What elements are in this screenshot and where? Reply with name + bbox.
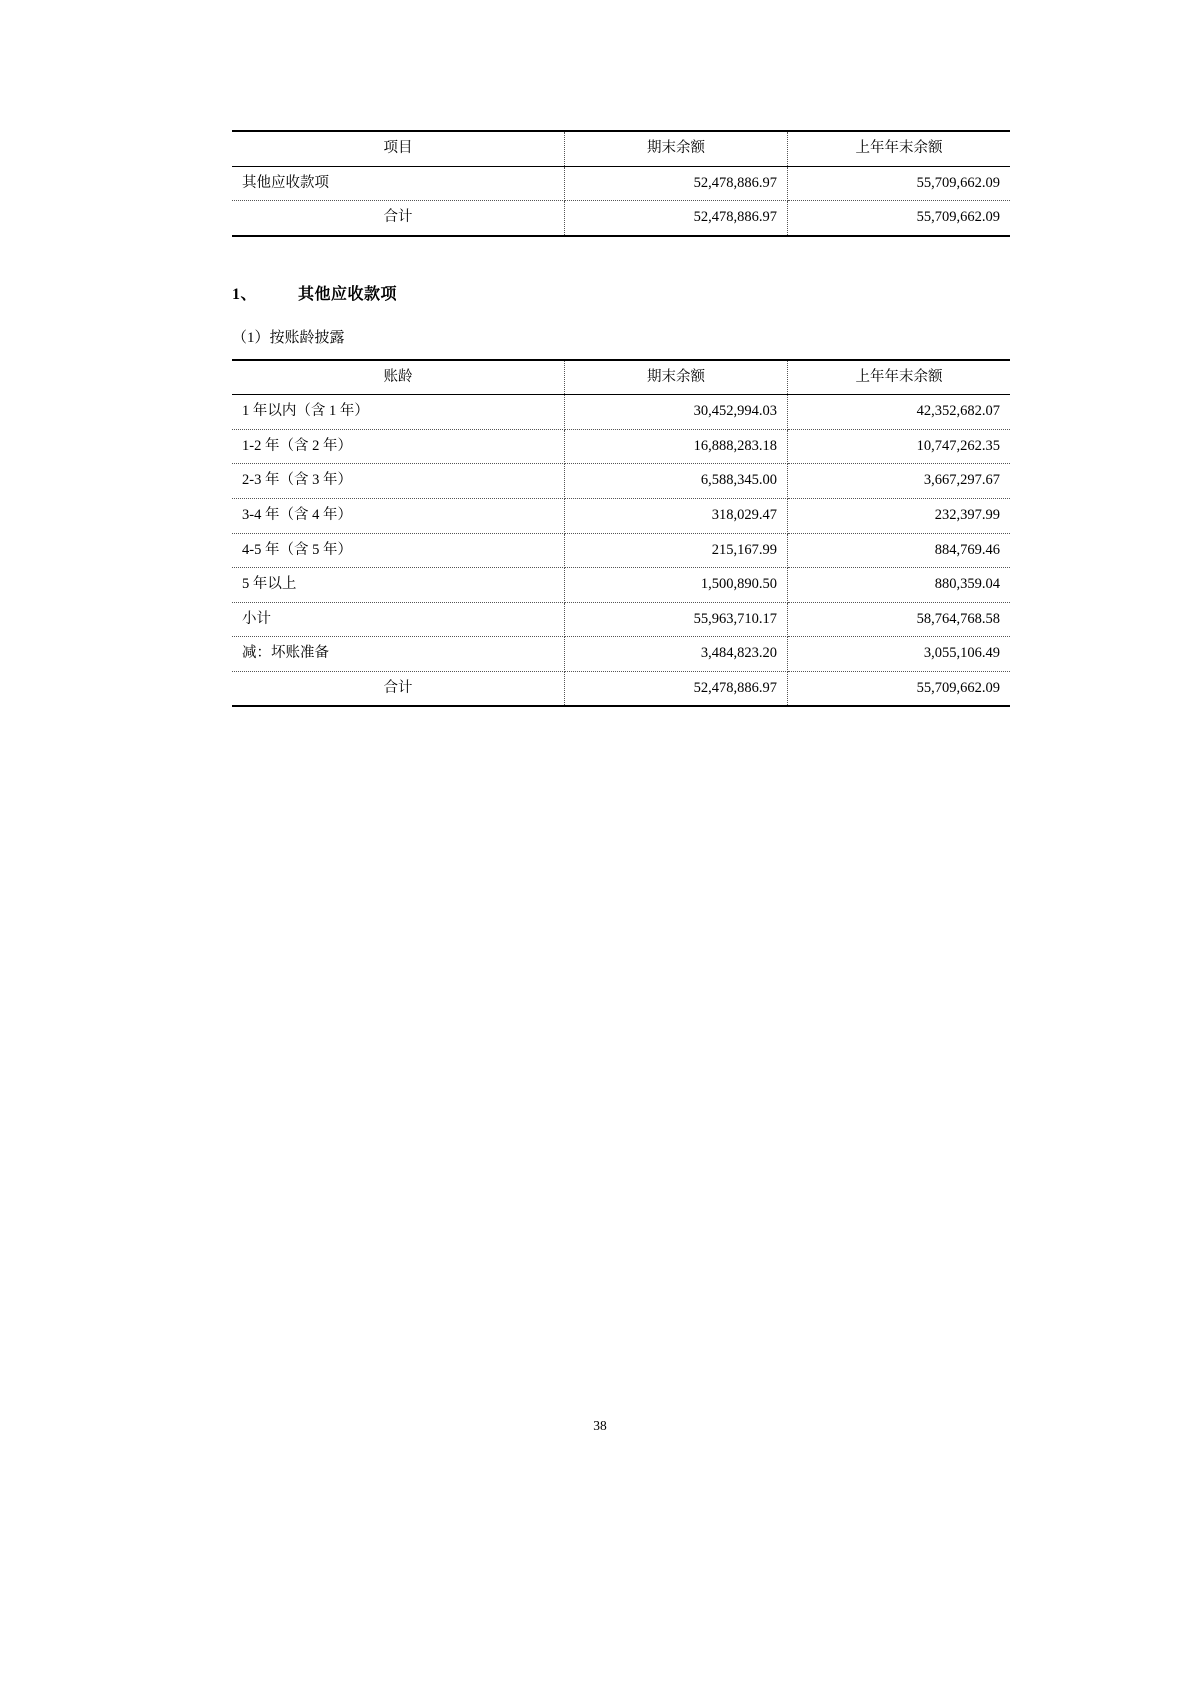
table1-header-end-balance: 期末余额 bbox=[565, 131, 788, 166]
table2-header-end-balance: 期末余额 bbox=[565, 360, 788, 395]
aging-disclosure-table-wrapper bbox=[232, 359, 1000, 708]
table2-row5-end-balance: 1,500,890.50 bbox=[565, 568, 788, 603]
table2-row3-end-balance: 318,029.47 bbox=[565, 498, 788, 533]
table1-row1-end-balance: 52,478,886.97 bbox=[565, 201, 788, 236]
table2-header-aging: 账龄 bbox=[232, 360, 565, 395]
table2-row6-end-balance: 55,963,710.17 bbox=[565, 602, 788, 637]
table-row bbox=[232, 602, 1010, 637]
table-header-row bbox=[232, 360, 1010, 395]
table1-header-prior-balance: 上年年末余额 bbox=[788, 131, 1011, 166]
table2-row8-label: 合计 bbox=[232, 671, 565, 706]
table2-row6-prior-balance: 58,764,768.58 bbox=[788, 602, 1011, 637]
table2-row8-end-balance: 52,478,886.97 bbox=[565, 671, 788, 706]
table-row bbox=[232, 671, 1010, 706]
section-number: 1、 bbox=[232, 285, 258, 303]
table2-row6-label: 小计 bbox=[232, 602, 565, 637]
table2-row4-label: 4-5 年（含 5 年） bbox=[232, 533, 565, 568]
table2-row2-label: 2-3 年（含 3 年） bbox=[232, 464, 565, 499]
table-row bbox=[232, 201, 1010, 236]
table2-row5-label: 5 年以上 bbox=[232, 568, 565, 603]
section-title: 其他应收款项 bbox=[298, 285, 398, 303]
section-sub-heading: （1）按账龄披露 bbox=[232, 329, 345, 346]
table2-row8-prior-balance: 55,709,662.09 bbox=[788, 671, 1011, 706]
table2-row1-prior-balance: 10,747,262.35 bbox=[788, 429, 1011, 464]
table2-row4-prior-balance: 884,769.46 bbox=[788, 533, 1011, 568]
page-number: 38 bbox=[593, 1418, 607, 1433]
table-row bbox=[232, 637, 1010, 672]
table2-row4-end-balance: 215,167.99 bbox=[565, 533, 788, 568]
table1-row0-prior-balance: 55,709,662.09 bbox=[788, 166, 1011, 201]
table-row bbox=[232, 568, 1010, 603]
table1-row1-prior-balance: 55,709,662.09 bbox=[788, 201, 1011, 236]
section-heading bbox=[232, 281, 948, 304]
table2-row2-end-balance: 6,588,345.00 bbox=[565, 464, 788, 499]
table2-header-prior-balance: 上年年末余额 bbox=[788, 360, 1011, 395]
table2-row2-prior-balance: 3,667,297.67 bbox=[788, 464, 1011, 499]
table2-row7-end-balance: 3,484,823.20 bbox=[565, 637, 788, 672]
table1-row0-end-balance: 52,478,886.97 bbox=[565, 166, 788, 201]
table-row bbox=[232, 166, 1010, 201]
table2-row1-end-balance: 16,888,283.18 bbox=[565, 429, 788, 464]
table2-row0-prior-balance: 42,352,682.07 bbox=[788, 395, 1011, 430]
table2-row7-prior-balance: 3,055,106.49 bbox=[788, 637, 1011, 672]
table1-row0-label: 其他应收款项 bbox=[232, 166, 565, 201]
table2-row5-prior-balance: 880,359.04 bbox=[788, 568, 1011, 603]
table2-row3-prior-balance: 232,397.99 bbox=[788, 498, 1011, 533]
table2-row7-label: 减：坏账准备 bbox=[232, 637, 565, 672]
table-row bbox=[232, 533, 1010, 568]
table-row bbox=[232, 395, 1010, 430]
table2-row1-label: 1-2 年（含 2 年） bbox=[232, 429, 565, 464]
table-header-row bbox=[232, 131, 1010, 166]
table2-row0-end-balance: 30,452,994.03 bbox=[565, 395, 788, 430]
aging-disclosure-table bbox=[232, 359, 1010, 708]
page-content bbox=[232, 0, 1000, 707]
other-receivables-summary-table-wrapper bbox=[232, 130, 1000, 237]
table1-row1-label: 合计 bbox=[232, 201, 565, 236]
table-row bbox=[232, 429, 1010, 464]
table-row bbox=[232, 498, 1010, 533]
table2-row3-label: 3-4 年（含 4 年） bbox=[232, 498, 565, 533]
table-row bbox=[232, 464, 1010, 499]
table2-row0-label: 1 年以内（含 1 年） bbox=[232, 395, 565, 430]
other-receivables-summary-table bbox=[232, 130, 1010, 237]
table1-header-item: 项目 bbox=[232, 131, 565, 166]
